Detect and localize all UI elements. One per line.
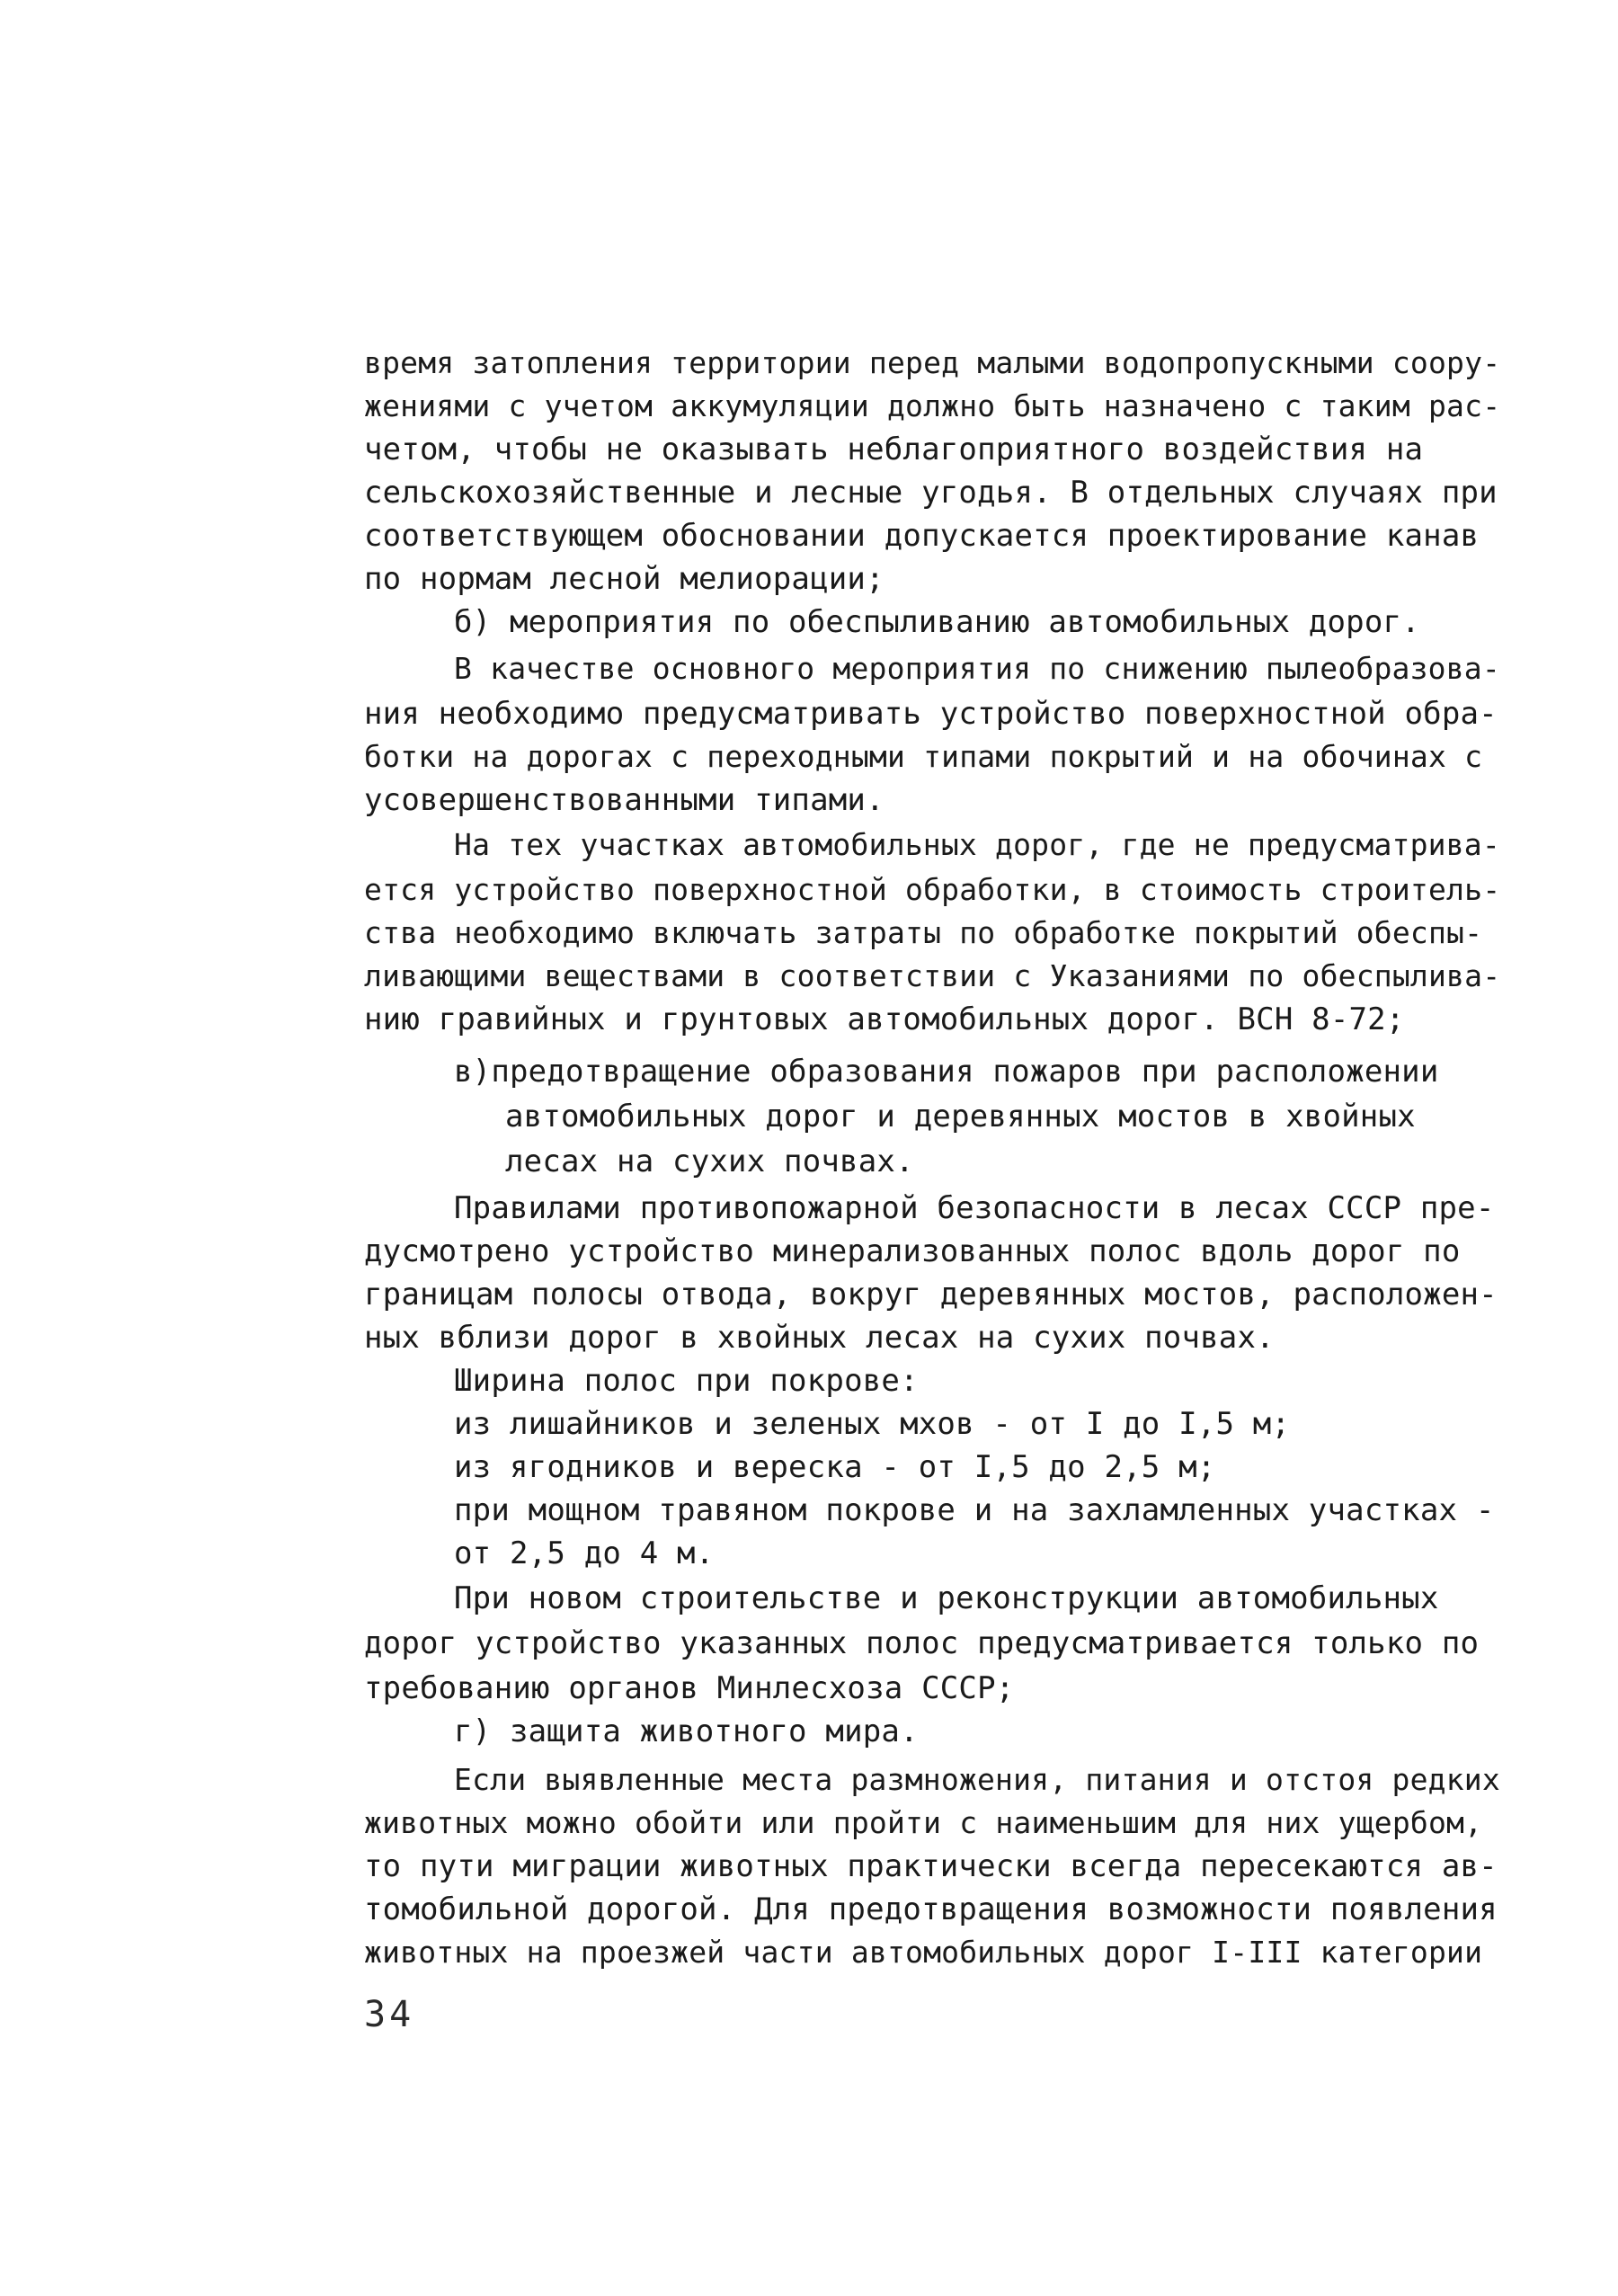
text-line: из лишайников и зеленых мхов - от I до I,5 м; [454,1406,1291,1442]
text-line: от 2,5 до 4 м. [454,1535,715,1571]
list-item-heading: лесах на сухих почвах. [505,1144,914,1179]
list-item-heading: автомобильных дорог и деревянных мостов в хвойных [505,1099,1416,1135]
text-line: ных вблизи дорог в хвойных лесах на сухих почвах. [364,1320,1275,1356]
text-line: животных на проезжей части автомобильных дорог I-III категории [364,1935,1483,1970]
text-line: В качестве основного мероприятия по снижению пылеобразова- [454,651,1500,686]
text-line: требованию органов Минлесхоза СССР; [364,1670,1015,1706]
text-line: четом, чтобы не оказывать неблагоприятного воздействия на [364,432,1424,467]
text-line: то пути миграции животных практически всегда пересекаются ав- [364,1848,1498,1884]
text-line: при мощном травяном покрове и на захламленных участках - [454,1492,1495,1528]
list-item-heading: г) защита животного мира. [454,1713,919,1749]
text-line: На тех участках автомобильных дорог, где не предусматрива- [454,827,1500,862]
text-line: из ягодников и вереска - от I,5 до 2,5 м; [454,1449,1216,1485]
text-line: соответствующем обосновании допускается проектирование канав [364,518,1480,554]
text-line: по нормам лесной мелиорации; [364,561,885,597]
text-line: дорог устройство указанных полос предусматривается только по [364,1625,1480,1661]
list-item-heading: б) мероприятия по обеспыливанию автомобильных дорог. [454,604,1420,640]
text-line: границам полосы отвода, вокруг деревянных мостов, расположен- [364,1277,1498,1313]
text-line: Правилами противопожарной безопасности в лесах СССР пре- [454,1190,1495,1226]
text-line: Ширина полос при покрове: [454,1363,919,1399]
text-line: Если выявленные места размножения, питания и отстоя редких [454,1762,1500,1797]
list-item-heading: в)предотвращение образования пожаров при расположении [454,1054,1439,1090]
text-line: томобильной дорогой. Для предотвращения возможности появления [364,1891,1498,1927]
text-line: ства необходимо включать затраты по обработке покрытий обеспы- [364,915,1483,950]
text-line: время затопления территории перед малыми водопропускными соору- [364,345,1501,380]
text-line: усовершенствованными типами. [364,782,885,818]
text-line: сельскохозяйственные и лесные угодья. В отдельных случаях при [364,475,1498,511]
text-line: жениями с учетом аккумуляции должно быть назначено с таким рас- [364,388,1501,423]
text-line: дусмотрено устройство минерализованных полос вдоль дорог по [364,1233,1461,1269]
text-line: ботки на дорогах с переходными типами покрытий и на обочинах с [364,739,1483,774]
text-line: ется устройство поверхностной обработки, в стоимость строитель- [364,872,1501,907]
page-number: 34 [364,1994,415,2035]
text-line: ния необходимо предусматривать устройство поверхностной обра- [364,696,1498,732]
text-line: При новом строительстве и реконструкции автомобильных [454,1580,1439,1616]
text-line: ливающими веществами в соответствии с Указаниями по обеспылива- [364,958,1501,993]
text-line: животных можно обойти или пройти с наименьшим для них ущербом, [364,1805,1483,1840]
text-line: нию гравийных и грунтовых автомобильных дорог. ВСН 8-72; [364,1001,1405,1037]
